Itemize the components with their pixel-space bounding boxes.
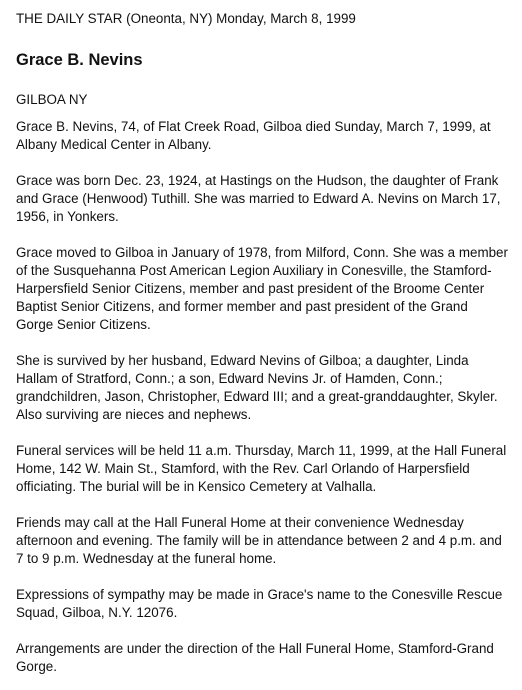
paragraph-survivors[interactable]: She is survived by her husband, Edward Nevins of Gilboa; a daughter, Linda Hallam of Stratford, Conn.; a son, Edward Nevins Jr. of Hamden, Conn.; grandchildren, Jason, Christopher, Edward III; and a great-granddaughter, Skyler. Also surviving are nieces and nephews. [16, 353, 498, 422]
paragraph-birth-marriage[interactable]: Grace was born Dec. 23, 1924, at Hastings on the Hudson, the daughter of Frank and Grace (Henwood) Tuthill. She was married to Edward A. Nevins on March 17, 1956, in Yonkers. [16, 173, 501, 224]
paragraph-death-notice[interactable]: Grace B. Nevins, 74, of Flat Creek Road, Gilboa died Sunday, March 7, 1999, at Albany Medical Center in Albany. [16, 119, 491, 152]
paragraph-visitation[interactable]: Friends may call at the Hall Funeral Home at their convenience Wednesday afternoon and evening. The family will be in attendance between 2 and 4 p.m. and 7 to 9 p.m. Wednesday at the funeral home. [16, 515, 502, 566]
source-line: THE DAILY STAR (Oneonta, NY) Monday, March 8, 1999 [16, 11, 356, 26]
obituary-title: Grace B. Nevins [16, 51, 143, 69]
dateline-location: GILBOA NY [16, 92, 88, 107]
document-page [16, 10, 508, 676]
paragraph-sympathy[interactable]: Expressions of sympathy may be made in Grace's name to the Conesville Rescue Squad, Gilboa, N.Y. 12076. [16, 587, 503, 620]
paragraph-memberships[interactable]: Grace moved to Gilboa in January of 1978, from Milford, Conn. She was a member of the Susquehanna Post American Legion Auxiliary in Conesville, the Stamford-Harpersfield Senior Citizens, member and past president of the Broome Center Baptist Senior Citizens, and former member and past president of the Grand Gorge Senior Citizens. [16, 245, 508, 332]
paragraph-funeral-services[interactable]: Funeral services will be held 11 a.m. Thursday, March 11, 1999, at the Hall Funeral Home, 142 W. Main St., Stamford, with the Rev. Carl Orlando of Harpersfield officiating. The burial will be in Kensico Cemetery at Valhalla. [16, 443, 507, 494]
paragraph-arrangements[interactable]: Arrangements are under the direction of the Hall Funeral Home, Stamford-Grand Gorge. [16, 641, 494, 674]
